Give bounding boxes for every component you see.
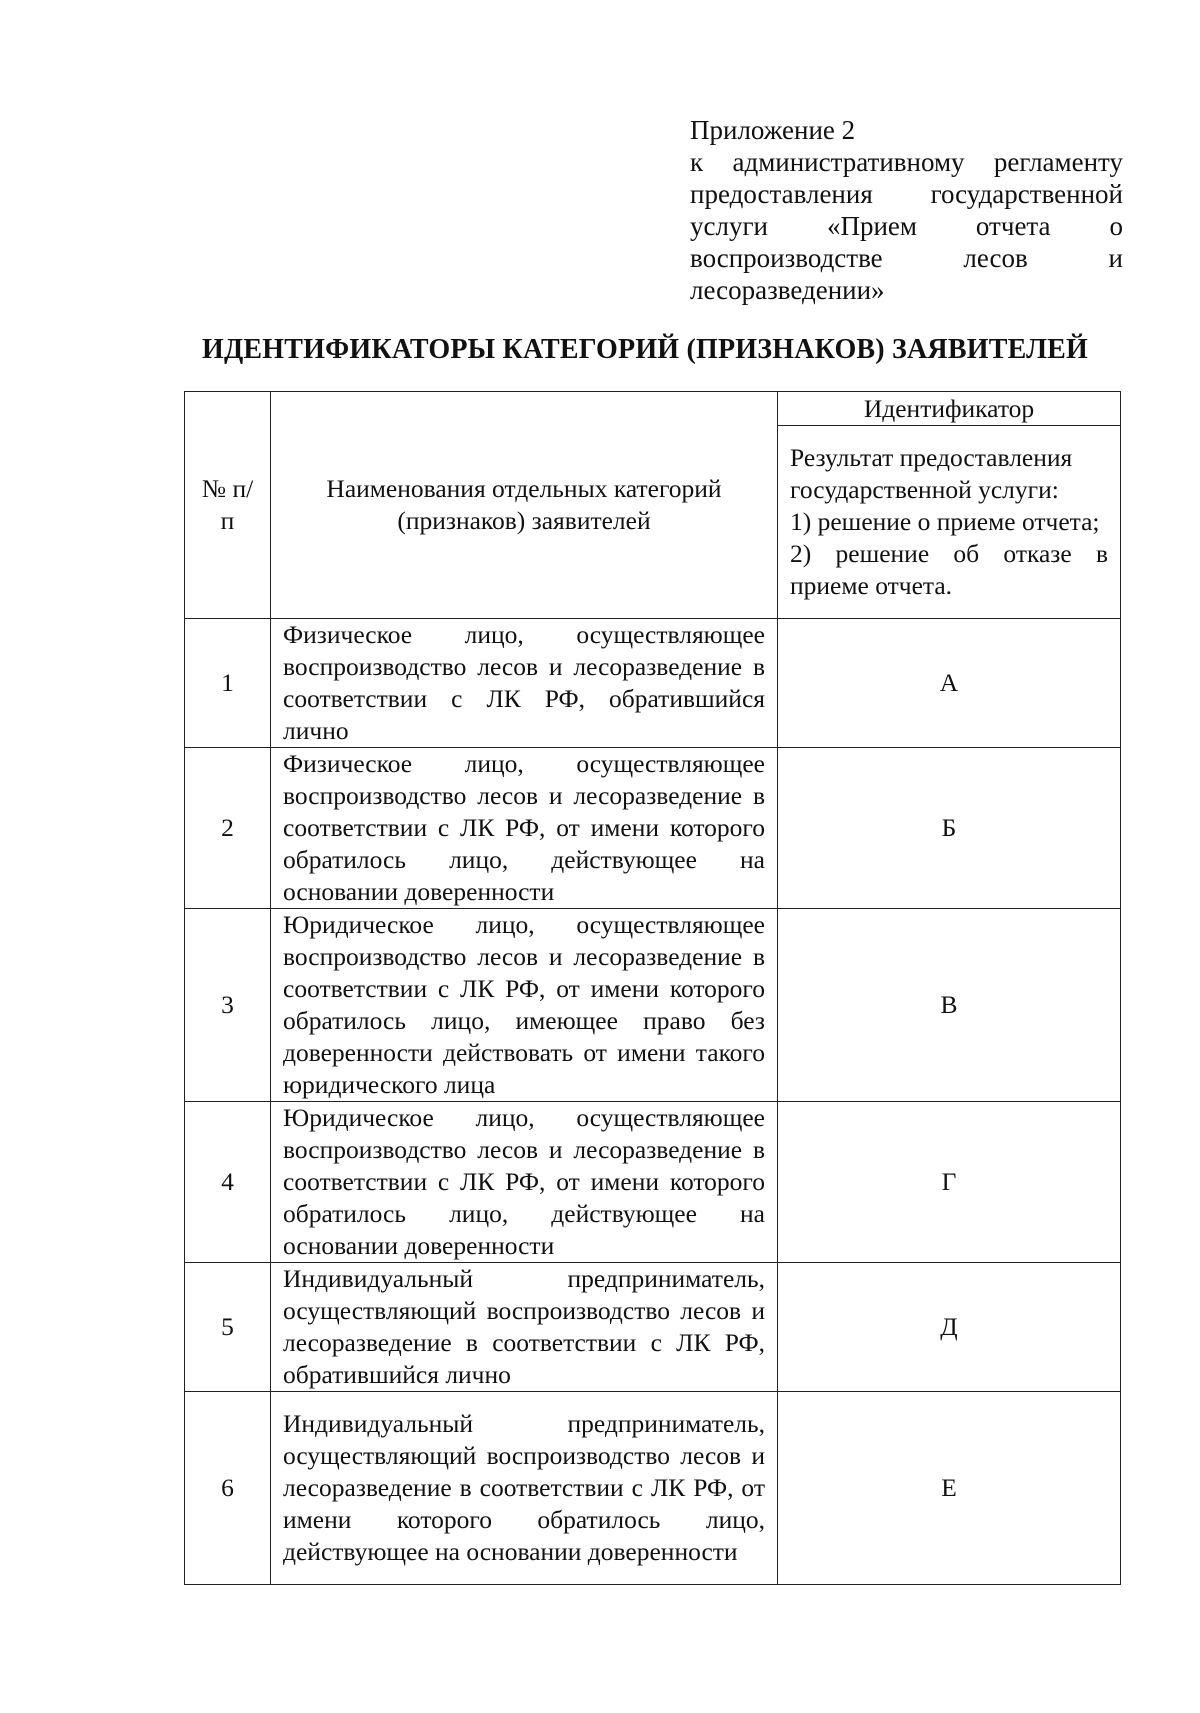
appendix-reference: к административному регламенту предоставления государственной услуги «Прием отчета о воспроизводстве лесов и лесоразведении» <box>690 147 1123 305</box>
page-title: ИДЕНТИФИКАТОРЫ КАТЕГОРИЙ (ПРИЗНАКОВ) ЗАЯВИТЕЛЕЙ <box>201 334 1089 365</box>
row-category: Индивидуальный предприниматель, осуществляющий воспроизводство лесов и лесоразведение в соответствии с ЛК РФ, от имени которого обратилось лицо, действующее на основании доверенности <box>271 1392 778 1585</box>
row-identifier: В <box>778 909 1121 1102</box>
result-title: Результат предоставления государственной услуги: <box>790 443 1073 504</box>
row-number: 3 <box>185 909 271 1102</box>
table-row <box>185 748 1121 909</box>
row-number: 5 <box>185 1263 271 1392</box>
row-identifier: Б <box>778 748 1121 909</box>
result-option-1: 1) решение о приеме отчета; <box>790 507 1100 536</box>
table-row <box>185 619 1121 748</box>
identifiers-table <box>184 391 1121 1585</box>
row-number: 6 <box>185 1392 271 1585</box>
table-row <box>185 1392 1121 1585</box>
row-category: Юридическое лицо, осуществляющее воспроизводство лесов и лесоразведение в соответствии с ЛК РФ, от имени которого обратилось лицо, имеющее право без доверенности действовать от имени такого юридического лица <box>271 909 778 1102</box>
row-identifier: Д <box>778 1263 1121 1392</box>
row-number: 2 <box>185 748 271 909</box>
row-category: Физическое лицо, осуществляющее воспроизводство лесов и лесоразведение в соответствии с ЛК РФ, от имени которого обратилось лицо, действующее на основании доверенности <box>271 748 778 909</box>
row-identifier: Г <box>778 1102 1121 1263</box>
row-identifier: Е <box>778 1392 1121 1585</box>
result-option-2: 2) решение об отказе в приеме отчета. <box>790 539 1108 600</box>
row-category: Физическое лицо, осуществляющее воспроизводство лесов и лесоразведение в соответствии с ЛК РФ, обратившийся лично <box>271 619 778 748</box>
header-result <box>778 426 1121 619</box>
row-identifier: А <box>778 619 1121 748</box>
appendix-header <box>690 114 1123 306</box>
table-row <box>185 1263 1121 1392</box>
header-name: Наименования отдельных категорий (признаков) заявителей <box>271 392 778 619</box>
row-category: Юридическое лицо, осуществляющее воспроизводство лесов и лесоразведение в соответствии с ЛК РФ, от имени которого обратилось лицо, действующее на основании доверенности <box>271 1102 778 1263</box>
appendix-number: Приложение 2 <box>690 115 856 145</box>
row-number: 1 <box>185 619 271 748</box>
row-category: Индивидуальный предприниматель, осуществляющий воспроизводство лесов и лесоразведение в соответствии с ЛК РФ, обратившийся лично <box>271 1263 778 1392</box>
table-row <box>185 909 1121 1102</box>
header-row <box>185 392 1121 426</box>
row-number: 4 <box>185 1102 271 1263</box>
header-number: № п/п <box>185 392 271 619</box>
table-row <box>185 1102 1121 1263</box>
header-identifier: Идентификатор <box>778 392 1121 426</box>
